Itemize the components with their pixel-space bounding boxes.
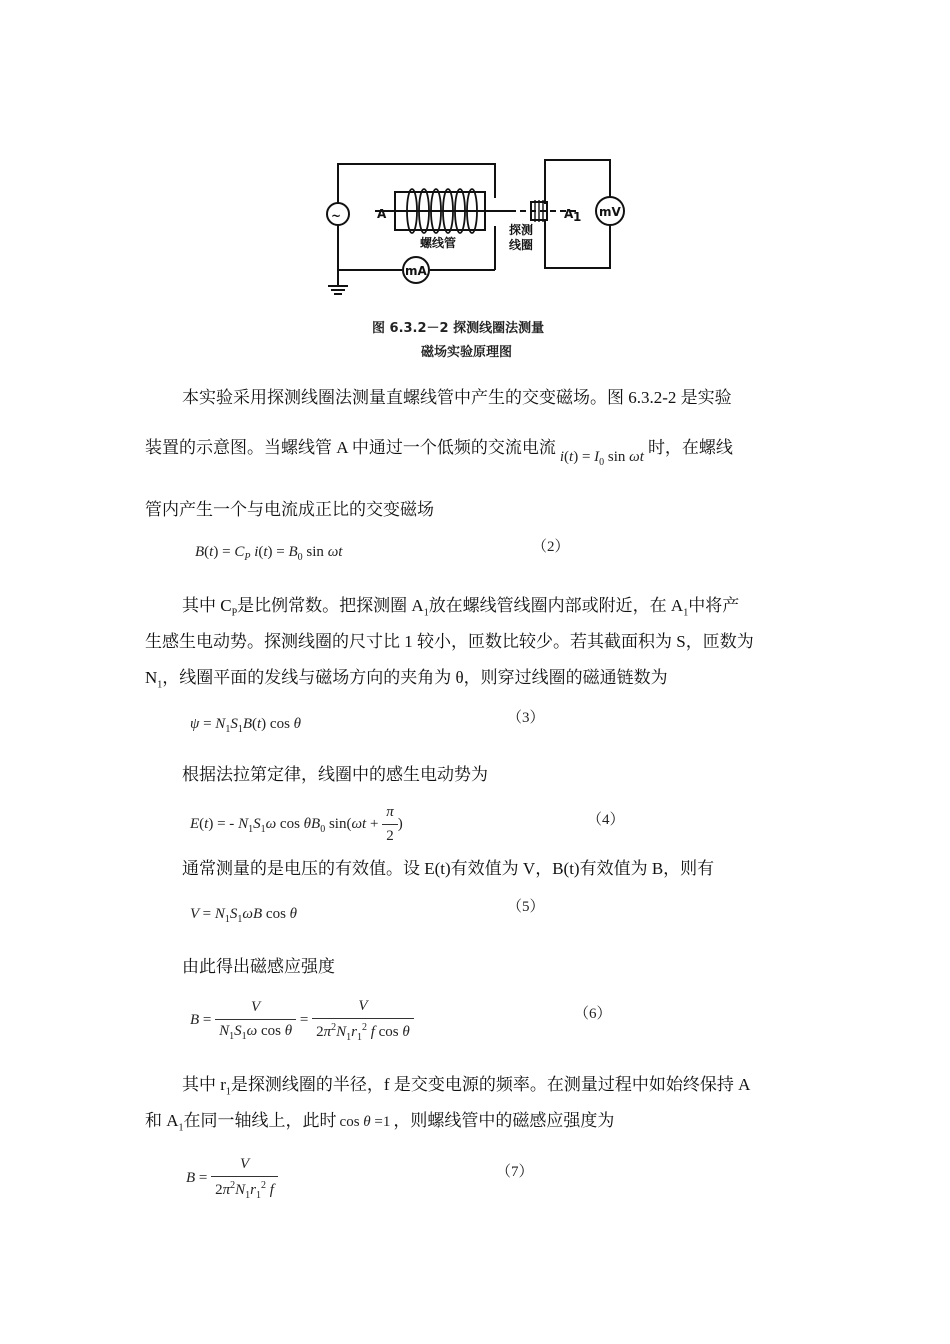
paragraph-2-line2: 生感生电动势。探测线圈的尺寸比 1 较小，匝数比较少。若其截面积为 S，匝数为	[145, 632, 754, 651]
equation-2-number: （2）	[532, 539, 570, 555]
equation-6: B = $\frac{V}{N_1S_1\omega \cos \theta}$ = $\frac{V}{2\pi^2N_1r_1^2 f \cos \theta}$	[190, 998, 414, 1043]
cos-theta-condition: cos θ =1	[339, 1114, 391, 1130]
probe-label-2: 线圈	[509, 238, 534, 252]
paragraph-6-line1: 其中 $r_1$是探测线圈的半径，f 是交变电源的频率。在测量过程中如始终保持 A	[182, 1075, 751, 1098]
label-a1: A	[564, 207, 574, 221]
equation-2: $B(t) = C_P$ $i(t) = B_0$ sin ωt	[195, 544, 343, 563]
equation-6-number: （6）	[574, 1006, 612, 1022]
circuit-diagram	[320, 150, 640, 310]
paragraph-2-line3: $N_1$，线圈平面的发线与磁场方向的夹角为 θ，则穿过线圈的磁通链数为	[145, 668, 668, 691]
svg-text:1: 1	[573, 210, 582, 224]
equation-5: $V = N_1S_1\omega B$ cos θ	[190, 906, 298, 925]
figure-caption-line2: 磁场实验原理图	[421, 345, 513, 360]
current-formula: $i(t) = I_0$ sin ωt	[559, 449, 644, 468]
probe-label-1: 探测	[509, 223, 534, 237]
wire-left-bottom	[338, 224, 402, 270]
equation-4: E(t) = - $N_1S_1\omega$ $\cos \theta B_0$ sin(ωt + $\frac{\pi}{2}$ )	[190, 804, 403, 844]
equation-7-number: （7）	[496, 1164, 534, 1180]
paragraph-1-line3: 管内产生一个与电流成正比的交变磁场	[145, 500, 434, 519]
equation-5-number: （5）	[507, 899, 545, 915]
paragraph-3: 根据法拉第定律，线圈中的感生电动势为	[182, 765, 488, 784]
equation-4-number: （4）	[587, 812, 625, 828]
mv-label: mV	[599, 205, 621, 219]
figure-caption-line1: 图 6.3.2－2 探测线圈法测量	[372, 321, 545, 336]
equation-3-number: （3）	[507, 710, 545, 726]
equation-7: B = $\frac{V}{2\pi^2N_1r_1^2 f}$	[186, 1156, 278, 1201]
equation-3: $\psi = N_1S_1B(t)$ cos θ	[190, 716, 302, 735]
paragraph-6-line2: 和 $A_1$在同一轴线上，此时 cos θ =1 ，则螺线管中的磁感应强度为	[145, 1111, 615, 1134]
ma-label: mA	[405, 264, 427, 278]
paragraph-4: 通常测量的是电压的有效值。设 E(t)有效值为 V，B(t)有效值为 B，则有	[182, 859, 715, 878]
label-a: A	[377, 207, 387, 221]
wire-right	[545, 160, 610, 204]
ac-source-symbol: ~	[331, 209, 342, 223]
paragraph-2-line1: 其中 $C_P$是比例常数。把探测圈 $A_1$放在螺线管线圈内部或附近，在 $A_1$中将产	[182, 596, 740, 619]
solenoid-label: 螺线管	[420, 236, 457, 250]
paragraph-5: 由此得出磁感应强度	[182, 957, 335, 976]
paragraph-1-line2: 装置的示意图。当螺线管 A 中通过一个低频的交流电流 $i(t) = I_0$ sin ωt 时，在螺线	[145, 437, 733, 466]
paragraph-1-line1: 本实验采用探测线圈法测量直螺线管中产生的交变磁场。图 6.3.2-2 是实验	[182, 388, 732, 407]
